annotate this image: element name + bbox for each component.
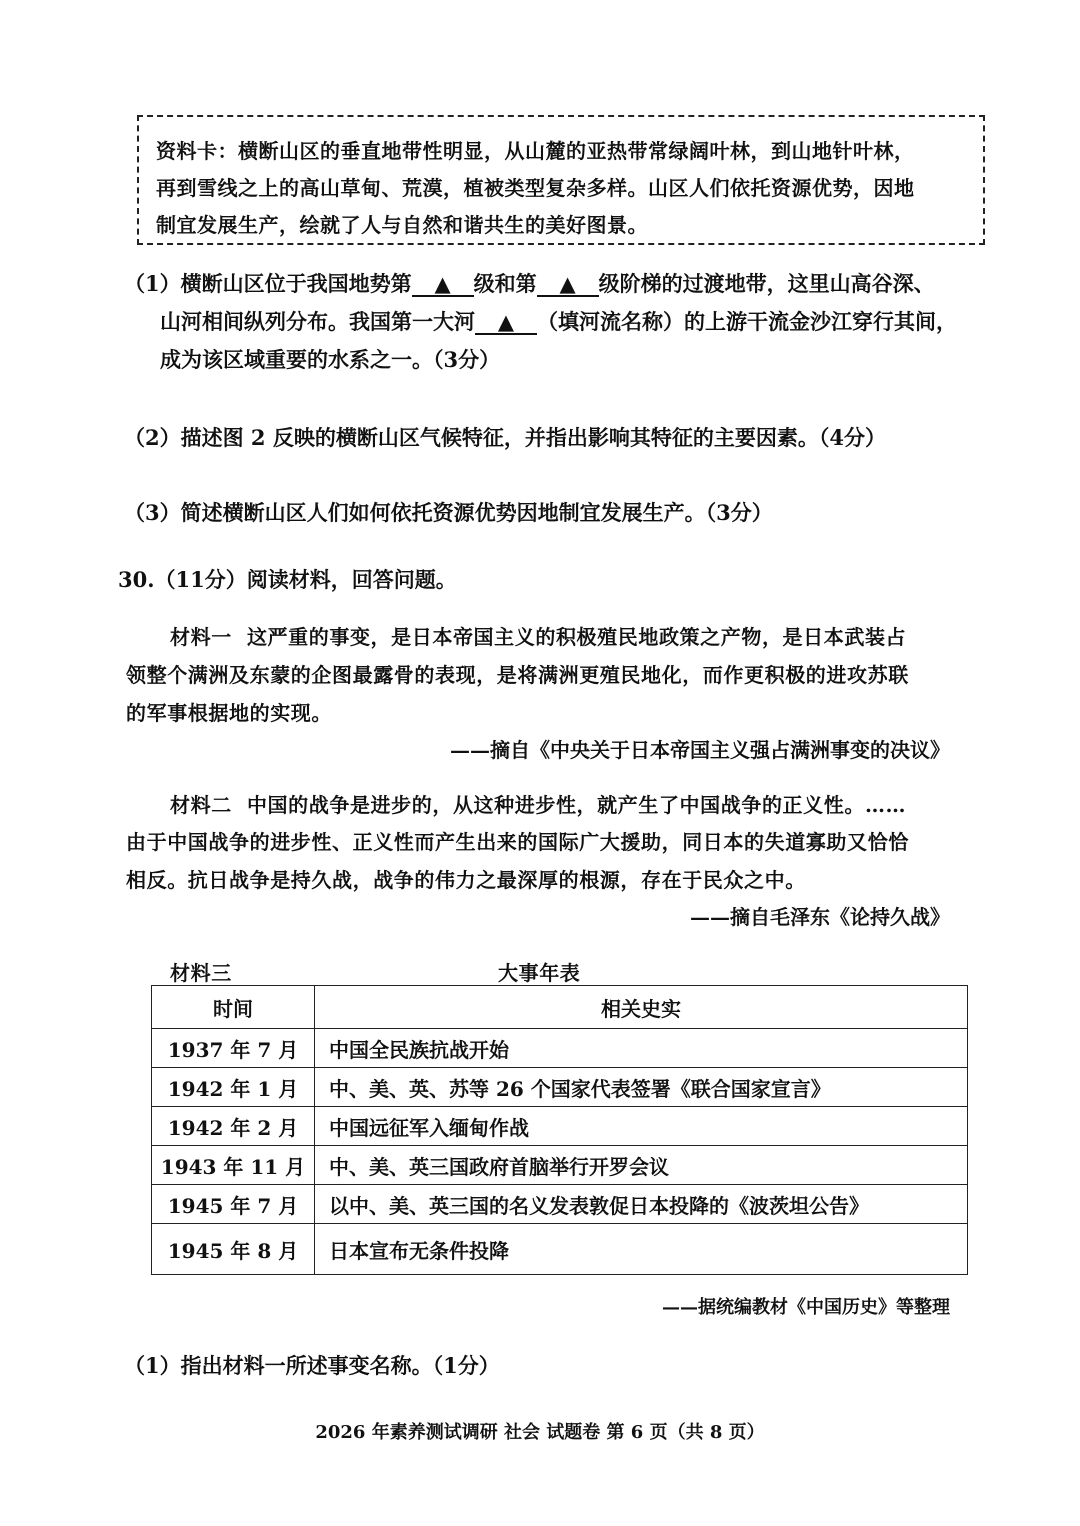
table-row bbox=[152, 1107, 968, 1146]
row-fact: 中、美、英、苏等 26 个国家代表签署《联合国家宣言》 bbox=[315, 1068, 968, 1107]
material-2-text-1: 中国的战争是进步的，从这种进步性，就产生了中国战争的正义性。…… bbox=[246, 793, 907, 817]
q29-p1-text-d: 山河相间纵列分布。我国第一大河 bbox=[160, 309, 475, 334]
q29-p1-text-c: 级阶梯的过渡地带，这里山高谷深、 bbox=[598, 271, 935, 296]
row-time: 1937 年 7 月 bbox=[152, 1029, 315, 1068]
row-time: 1942 年 1 月 bbox=[152, 1068, 315, 1107]
header-time: 时间 bbox=[152, 986, 315, 1029]
material-2-line3: 相反。抗日战争是持久战，战争的伟力之最深厚的根源，存在于民众之中。 bbox=[126, 868, 806, 892]
header-facts: 相关史实 bbox=[315, 986, 968, 1029]
material-1-text-1: 这严重的事变，是日本帝国主义的积极殖民地政策之产物，是日本武装占 bbox=[246, 625, 907, 649]
answer-blank-2[interactable]: ▲ bbox=[537, 271, 599, 297]
q29-part1-line3: 成为该区域重要的水系之一。（3分） bbox=[160, 347, 501, 372]
answer-blank-1[interactable]: ▲ bbox=[412, 271, 474, 297]
row-time: 1943 年 11 月 bbox=[152, 1146, 315, 1185]
row-fact: 中、美、英三国政府首脑举行开罗会议 bbox=[315, 1146, 968, 1185]
material-2-line2: 由于中国战争的进步性、正义性而产生出来的国际广大援助，同日本的失道寡助又恰恰 bbox=[126, 830, 909, 854]
card-line-2: 再到雪线之上的高山草甸、荒漠，植被类型复杂多样。山区人们依托资源优势，因地 bbox=[156, 176, 915, 200]
q30-part1: （1）指出材料一所述事变名称。（1分） bbox=[124, 1353, 500, 1378]
q29-part1-line1 bbox=[124, 268, 935, 298]
row-fact: 以中、美、英三国的名义发表敦促日本投降的《波茨坦公告》 bbox=[315, 1185, 968, 1224]
q30-heading: 30.（11分）阅读材料，回答问题。 bbox=[118, 567, 457, 592]
q29-p1-text-e: （填河流名称）的上游干流金沙江穿行其间， bbox=[537, 309, 957, 334]
material-3-label: 材料三 bbox=[170, 961, 232, 985]
q29-p1-text-a: （1）横断山区位于我国地势第 bbox=[124, 271, 412, 296]
material-2-line1 bbox=[170, 789, 906, 818]
table-row bbox=[152, 1224, 968, 1275]
q29-part3: （3）简述横断山区人们如何依托资源优势因地制宜发展生产。（3分） bbox=[124, 500, 773, 525]
table-row bbox=[152, 1185, 968, 1224]
material-2-source: ——摘自毛泽东《论持久战》 bbox=[690, 905, 950, 929]
page-footer: 2026 年素养测试调研 社会 试题卷 第 6 页（共 8 页） bbox=[315, 1422, 765, 1443]
card-line-3: 制宜发展生产，绘就了人与自然和谐共生的美好图景。 bbox=[156, 213, 648, 237]
row-fact: 日本宣布无条件投降 bbox=[315, 1224, 968, 1275]
row-fact: 中国全民族抗战开始 bbox=[315, 1029, 968, 1068]
material-1-label: 材料一 bbox=[170, 625, 232, 649]
material-3-source: ——据统编教材《中国历史》等整理 bbox=[662, 1297, 950, 1318]
q29-p1-text-b: 级和第 bbox=[473, 271, 537, 296]
q29-part1-line2 bbox=[160, 306, 957, 336]
table-row bbox=[152, 1068, 968, 1107]
material-2-label: 材料二 bbox=[170, 793, 232, 817]
row-time: 1945 年 8 月 bbox=[152, 1224, 315, 1275]
row-time: 1942 年 2 月 bbox=[152, 1107, 315, 1146]
q29-part2: （2）描述图 2 反映的横断山区气候特征，并指出影响其特征的主要因素。（4分） bbox=[124, 425, 886, 450]
timeline-title: 大事年表 bbox=[498, 961, 581, 985]
timeline-table bbox=[151, 985, 968, 1275]
material-1-line1 bbox=[170, 621, 906, 650]
answer-blank-3[interactable]: ▲ bbox=[475, 309, 537, 335]
material-1-line2: 领整个满洲及东蒙的企图最露骨的表现，是将满洲更殖民地化，而作更积极的进攻苏联 bbox=[126, 663, 909, 687]
resource-card bbox=[137, 115, 985, 245]
table-header-row bbox=[152, 986, 968, 1029]
material-1-line3: 的军事根据地的实现。 bbox=[126, 701, 332, 725]
card-line-1: 资料卡：横断山区的垂直地带性明显，从山麓的亚热带常绿阔叶林，到山地针叶林， bbox=[156, 139, 915, 163]
table-row bbox=[152, 1146, 968, 1185]
material-1-source: ——摘自《中央关于日本帝国主义强占满洲事变的决议》 bbox=[450, 738, 950, 762]
row-time: 1945 年 7 月 bbox=[152, 1185, 315, 1224]
row-fact: 中国远征军入缅甸作战 bbox=[315, 1107, 968, 1146]
table-row bbox=[152, 1029, 968, 1068]
